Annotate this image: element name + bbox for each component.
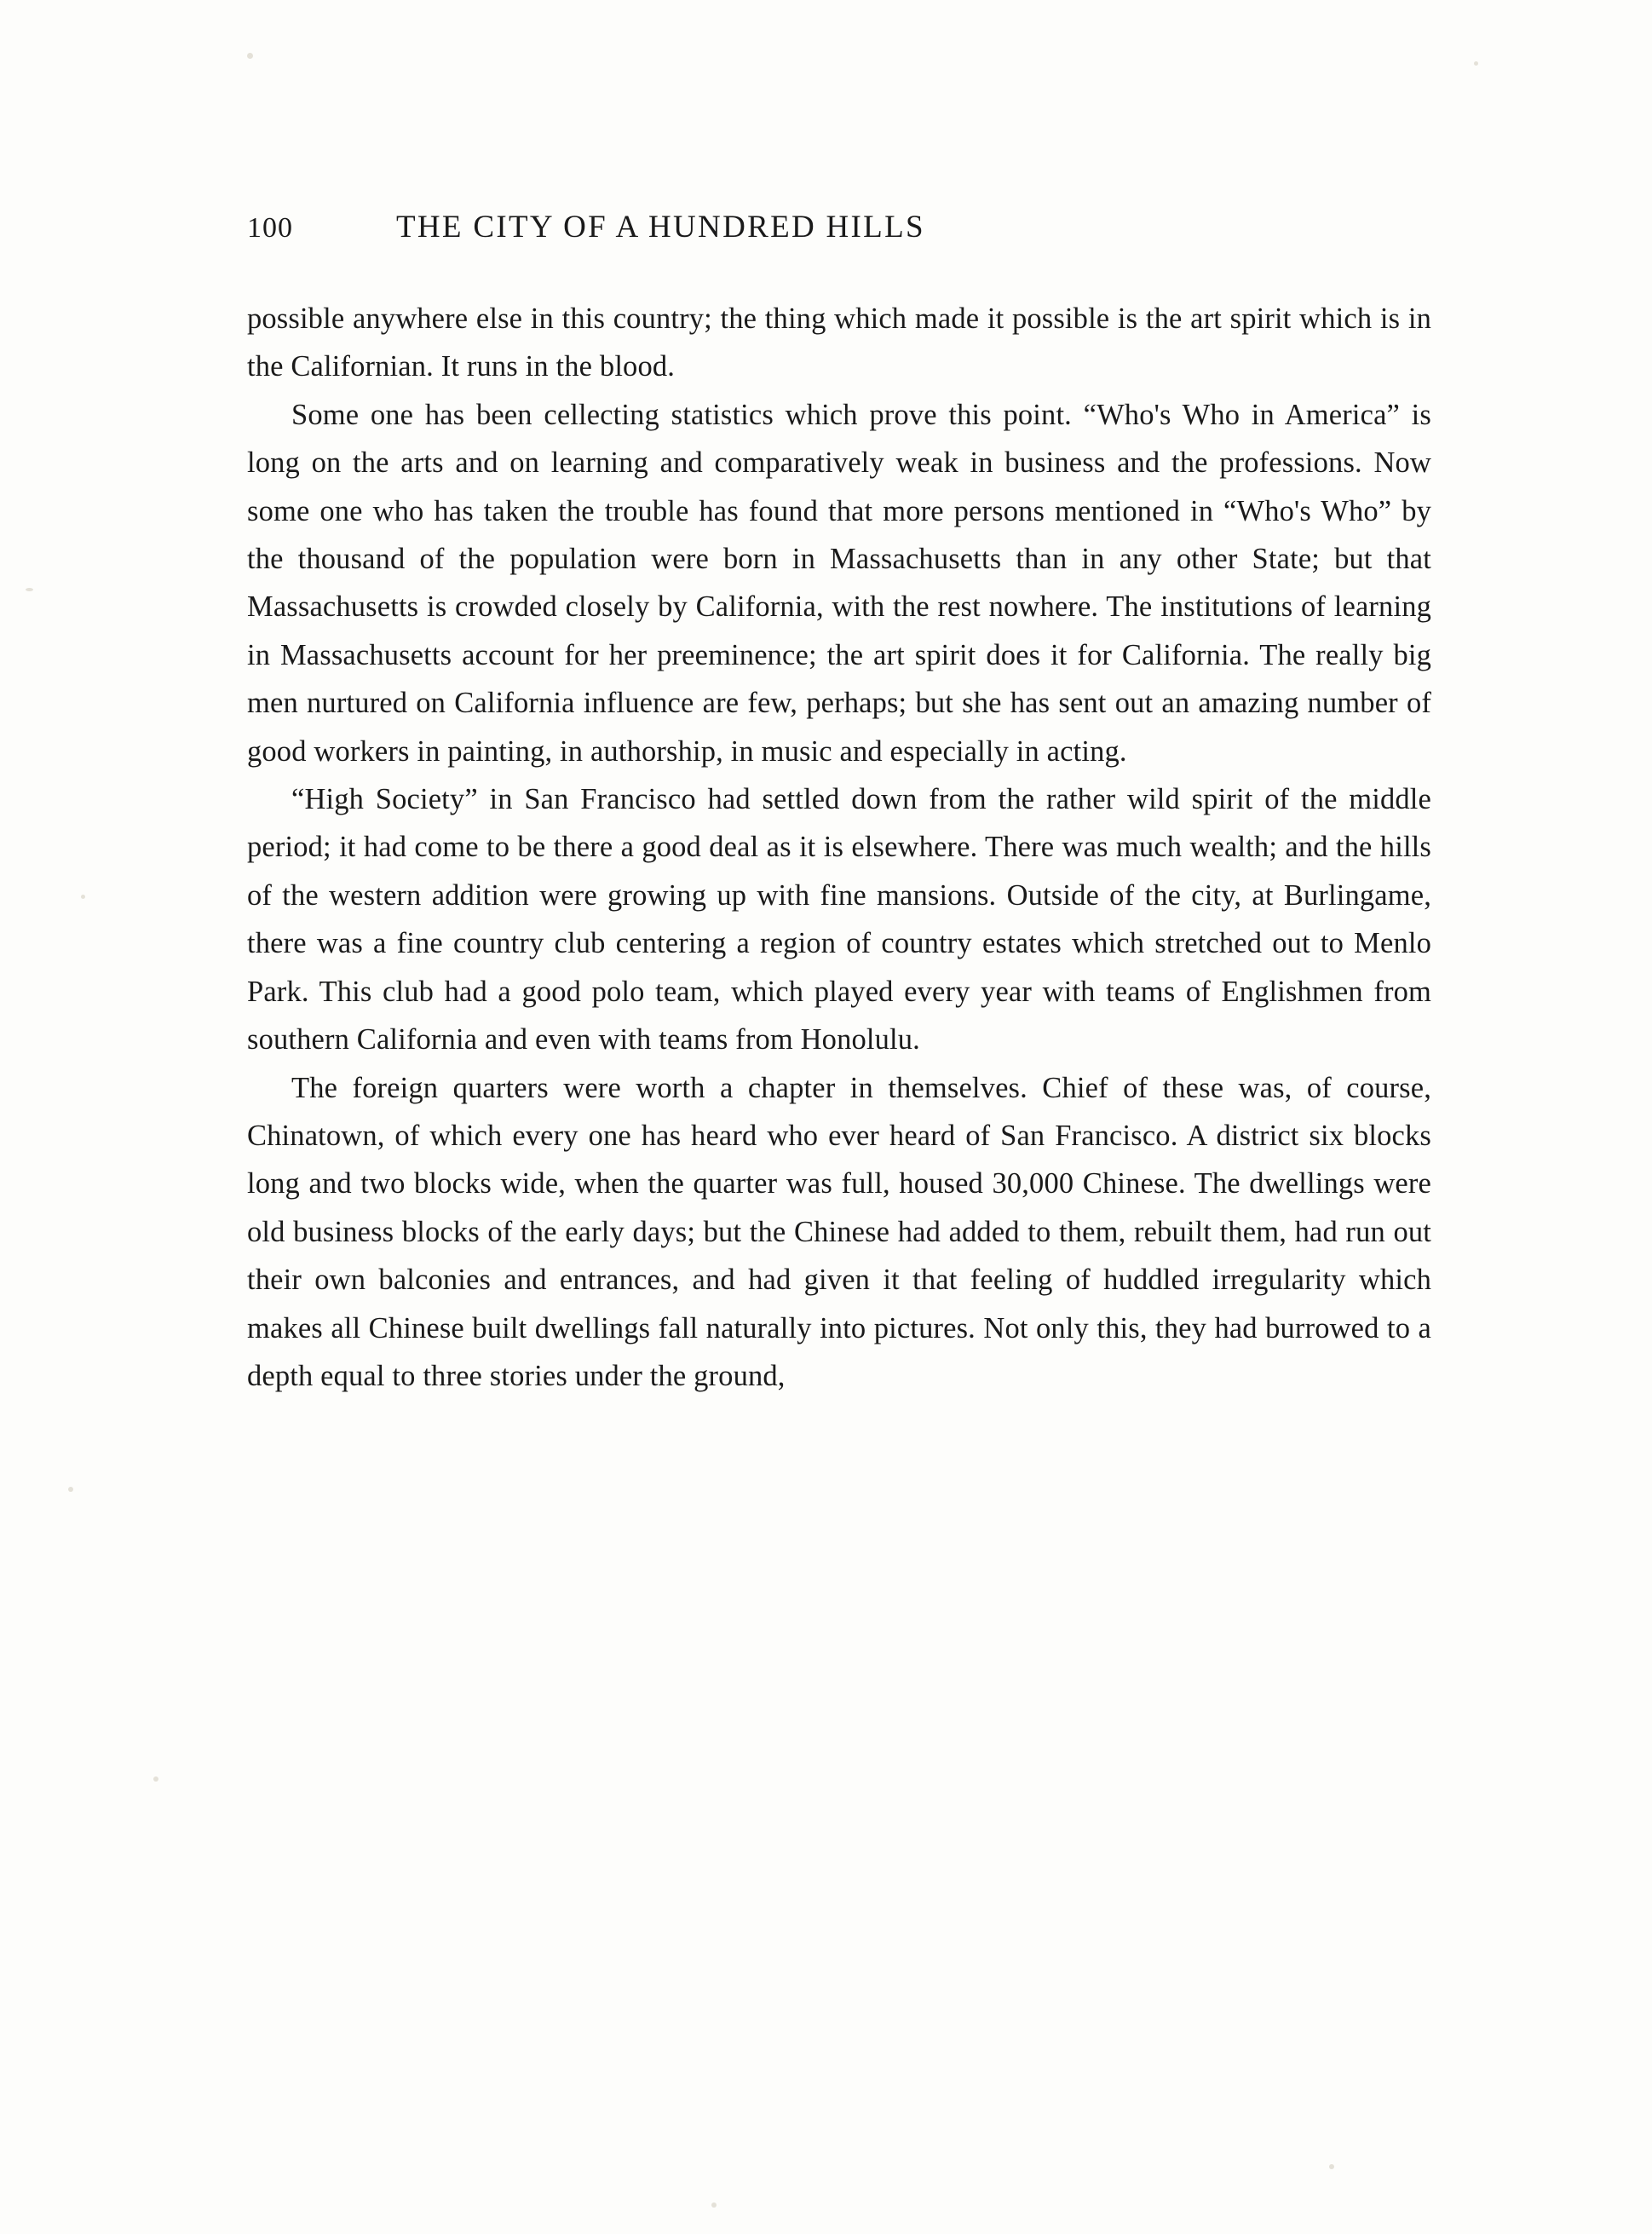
paper-speck bbox=[68, 1487, 73, 1492]
running-head bbox=[247, 209, 1431, 245]
page-title: THE CITY OF A HUNDRED HILLS bbox=[396, 210, 925, 245]
paper-speck bbox=[26, 588, 33, 591]
paragraph: possible anywhere else in this country; the thing which made it possible is the art spirit which is in the Californian. It runs in the blood. bbox=[247, 302, 1431, 383]
page-number: 100 bbox=[247, 212, 293, 244]
paper-speck bbox=[1474, 61, 1478, 66]
paper-speck bbox=[247, 53, 253, 59]
body-text bbox=[247, 295, 1431, 1400]
page-content bbox=[247, 209, 1431, 1400]
paragraph: Some one has been cellecting statistics which prove this point. “Who's Who in America” is long on the arts and on learning and comparatively weak in business and the professions. Now some one who has taken the trouble has found that more persons mentioned in “Who's Who” by the thousand of the population were born in Massachusetts than in any other State; but that Massachusetts is crowded closely by California, with the rest nowhere. The institutions of learning in Massachusetts account for her preeminence; the art spirit does it for California. The really big men nurtured on California influence are few, perhaps; but she has sent out an amazing number of good workers in painting, in authorship, in music and especially in acting. bbox=[247, 398, 1431, 768]
paper-speck bbox=[1329, 2164, 1334, 2169]
paragraph: The foreign quarters were worth a chapter in themselves. Chief of these was, of course, Chinatown, of which every one has heard who ever heard of San Francisco. A district six blocks long and two blocks wide, when the quarter was full, housed 30,000 Chinese. The dwellings were old business blocks of the early days; but the Chinese had added to them, rebuilt them, had run out their own balconies and entrances, and had given it that feeling of huddled irregularity which makes all Chinese built dwellings fall naturally into pictures. Not only this, they had burrowed to a depth equal to three stories under the ground, bbox=[247, 1071, 1431, 1392]
paper-speck bbox=[81, 895, 85, 899]
paper-speck bbox=[153, 1776, 158, 1782]
paragraph: “High Society” in San Francisco had settled down from the rather wild spirit of the middle period; it had come to be there a good deal as it is elsewhere. There was much wealth; and the hills of the western addition were growing up with fine mansions. Outside of the city, at Burlingame, there was a fine country club centering a region of country estates which stretched out to Menlo Park. This club had a good polo team, which played every year with teams of Englishmen from southern California and even with teams from Honolulu. bbox=[247, 783, 1431, 1057]
paper-speck bbox=[711, 2202, 717, 2208]
